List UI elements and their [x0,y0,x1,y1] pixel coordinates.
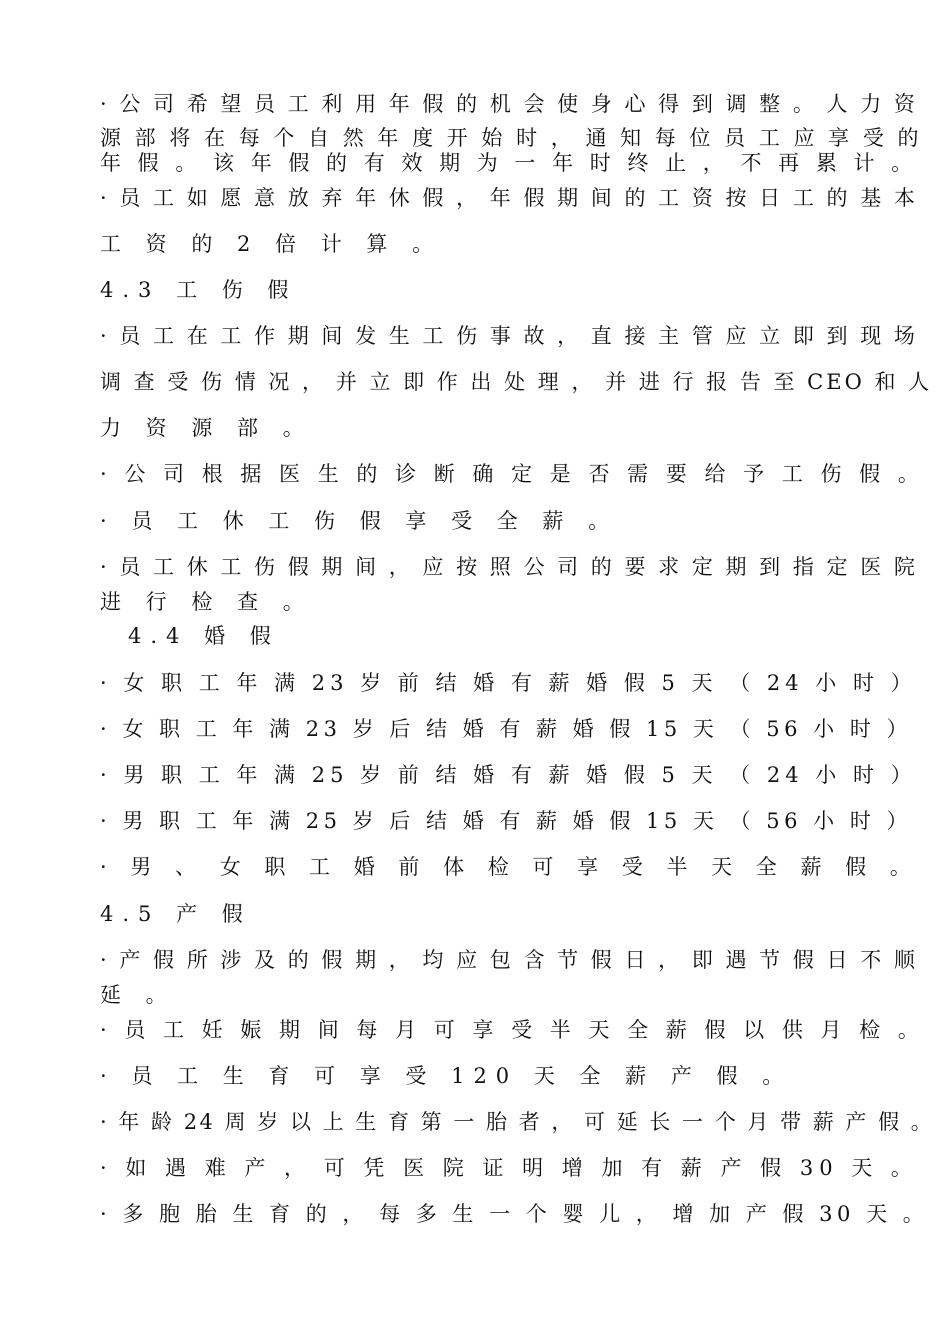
text-line: · 员 工 生 育 可 享 受 120 天 全 薪 产 假 。 [100,1064,793,1088]
text-line: · 年 龄 24 周 岁 以 上 生 育 第 一 胎 者 ， 可 延 长 一 个 月 带 薪 产 假 。 [100,1110,935,1134]
text-line: · 男 、 女 职 工 婚 前 体 检 可 享 受 半 天 全 薪 假 。 [100,855,920,879]
text-line: 力 资 源 部 。 [100,416,313,440]
text-line: · 员 工 妊 娠 期 间 每 月 可 享 受 半 天 全 薪 假 以 供 月 检 。 [100,1018,925,1042]
text-line: · 产 假 所 涉 及 的 假 期 ， 均 应 包 含 节 假 日 ， 即 遇 节 假 日 不 顺 [100,948,918,972]
text-line: · 员 工 休 工 伤 假 享 受 全 薪 。 [100,509,619,533]
text-line: 调 查 受 伤 情 况 ， 并 立 即 作 出 处 理 ， 并 进 行 报 告 至 CEO 和 人 [100,370,933,394]
text-line: · 员 工 如 愿 意 放 弃 年 休 假 ， 年 假 期 间 的 工 资 按 日 工 的 基 本 [100,186,918,210]
section-heading: 4.4 婚 假 [128,624,280,648]
text-line: 源 部 将 在 每 个 自 然 年 度 开 始 时 ， 通 知 每 位 员 工 应 享 受 的 [100,126,923,150]
text-line: · 女 职 工 年 满 23 岁 前 结 婚 有 薪 婚 假 5 天 （ 24 小 时 ） [100,671,917,695]
text-line: · 如 遇 难 产 ， 可 凭 医 院 证 明 增 加 有 薪 产 假 30 天 。 [100,1156,918,1180]
text-line: · 多 胞 胎 生 育 的 ， 每 多 生 一 个 婴 儿 ， 增 加 产 假 30 天 。 [100,1202,929,1226]
section-heading: 4.5 产 假 [100,902,252,926]
section-heading: 4.3 工 伤 假 [100,278,298,302]
text-line: · 男 职 工 年 满 25 岁 后 结 婚 有 薪 婚 假 15 天 （ 56 小 时 ） [100,809,913,833]
text-line: · 女 职 工 年 满 23 岁 后 结 婚 有 薪 婚 假 15 天 （ 56 小 时 ） [100,717,913,741]
text-line: 年 假 。 该 年 假 的 有 效 期 为 一 年 时 终 止 ， 不 再 累 计 。 [100,151,918,175]
text-line: · 男 职 工 年 满 25 岁 前 结 婚 有 薪 婚 假 5 天 （ 24 小 时 ） [100,763,917,787]
text-line: · 公 司 希 望 员 工 利 用 年 假 的 机 会 使 身 心 得 到 调 整 。 人 力 资 [100,92,918,116]
text-line: 延 。 [100,983,176,1007]
text-line: 进 行 检 查 。 [100,590,313,614]
text-line: · 公 司 根 据 医 生 的 诊 断 确 定 是 否 需 要 给 予 工 伤 假 。 [100,462,925,486]
text-line: · 员 工 在 工 作 期 间 发 生 工 伤 事 故 ， 直 接 主 管 应 立 即 到 现 场 [100,324,918,348]
text-line: 工 资 的 2 倍 计 算 。 [100,232,443,256]
text-line: · 员 工 休 工 伤 假 期 间 ， 应 按 照 公 司 的 要 求 定 期 到 指 定 医 院 [100,555,918,579]
